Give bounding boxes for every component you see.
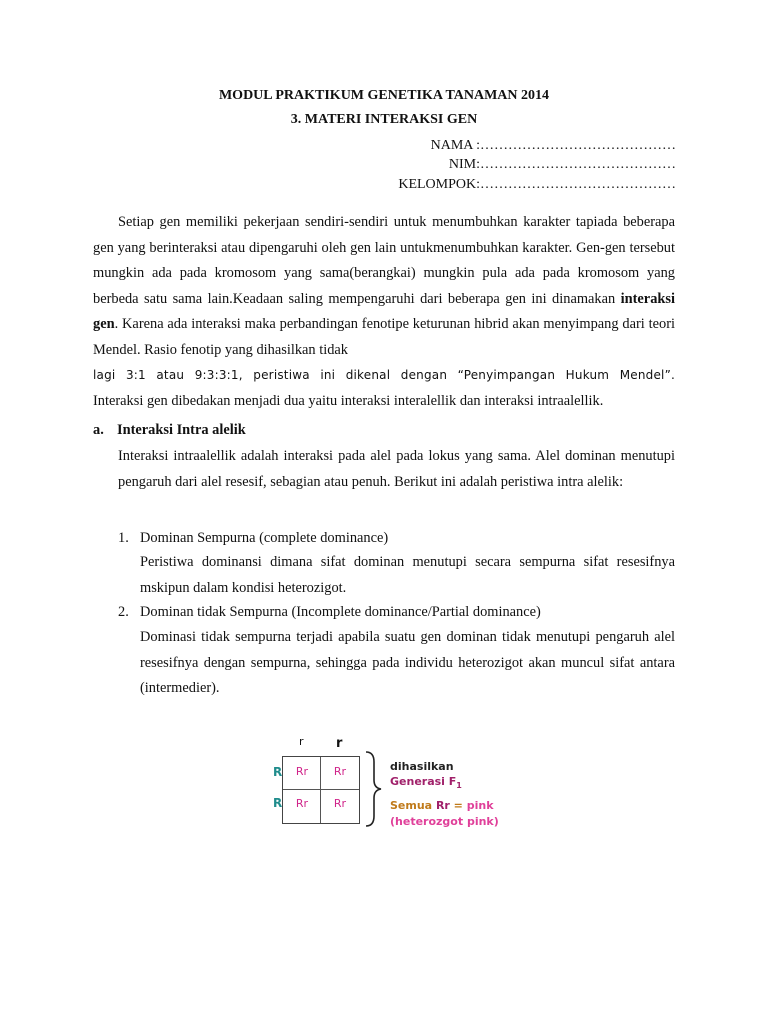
caption-generation: Generasi F: [390, 775, 457, 788]
document-title: MODUL PRAKTIKUM GENETIKA TANAMAN 2014: [218, 88, 550, 103]
section-a-letter: a.: [93, 422, 104, 438]
punnett-cell: Rr: [295, 765, 309, 778]
grid-divider-horizontal: [283, 789, 359, 790]
section-a-heading: [93, 422, 246, 439]
intro-last-line: Interaksi gen dibedakan menjadi dua yaitu interaksi interalellik dan interaksi intraalellik.: [93, 392, 604, 409]
intro-text-1: Setiap gen memiliki pekerjaan sendiri-sendiri untuk menumbuhkan karakter tapiada beberapa gen yang berinteraksi atau dipengaruhi oleh gen lain untukmenumbuhkan karakter. Gen-gen tersebut mungkin ada pada kromosom yang sama(berangkai) mungkin pula ada pada kromosom yang berbeda satu sama lain.Keadaan saling mempengaruhi dari beberapa gen ini dinamakan: [93, 214, 675, 307]
col-gamete-2: r: [336, 736, 343, 751]
intro-bold-term: interaksi gen: [93, 290, 675, 332]
caption-generation-sub: 1: [456, 781, 462, 791]
section-a-body: Interaksi intraalellik adalah interaksi pada alel pada lokus yang sama. Alel dominan menutupi pengaruh dari alel resesif, sebagian atau penuh. Berikut ini adalah peristiwa intra alelik:: [118, 448, 675, 490]
intro-ratio-line: lagi 3:1 atau 9:3:3:1, peristiwa ini dikenal dengan “Penyimpangan Hukum Mendel”.: [93, 368, 675, 382]
caption-semua: Semua: [390, 799, 436, 812]
item-2-body: Dominasi tidak sempurna terjadi apabila suatu gen dominan tidak menutupi pengaruh alel resesifnya dengan sempurna, sehingga pada individu heterozigot akan muncul sifat antara (intermedier).: [140, 629, 675, 696]
caption-equals: =: [449, 799, 467, 812]
row-gamete-2: R: [273, 796, 283, 810]
intro-text-2: . Karena ada interaksi maka perbandingan fenotipe keturunan hibrid akan menyimpang dari teori Mendel. Rasio fenotip yang dihasilkan tidak: [93, 316, 675, 358]
intro-paragraph: [93, 210, 675, 414]
caption-line-2: [390, 775, 462, 790]
kelompok-field: KELOMPOK:……………………………………: [398, 177, 676, 192]
item-1-title: Dominan Sempurna (complete dominance): [140, 530, 389, 546]
caption-phenotype: pink: [466, 799, 494, 812]
item-1-number: 1.: [118, 530, 129, 546]
item-2-number: 2.: [118, 604, 129, 620]
caption-line-1: dihasilkan: [390, 760, 454, 773]
item-2-title: Dominan tidak Sempurna (Incomplete dominance/Partial dominance): [140, 604, 541, 620]
caption-line-4: (heterozgot pink): [390, 815, 499, 828]
nama-field: NAMA :……………………………………: [430, 138, 676, 153]
punnett-cell: Rr: [295, 797, 309, 810]
curly-brace-icon: [362, 750, 384, 828]
section-a-title: Interaksi Intra alelik: [117, 422, 246, 438]
nim-field: NIM:……………………………………: [448, 157, 676, 172]
punnett-cell: Rr: [333, 797, 347, 810]
caption-genotype: Rr: [435, 799, 450, 812]
document-subtitle: 3. MATERI INTERAKSI GEN: [290, 112, 478, 127]
punnett-cell: Rr: [333, 765, 347, 778]
item-1-body: Peristiwa dominansi dimana sifat dominan menutupi secara sempurna sifat resesifnya mskipun dalam kondisi heterozigot.: [140, 554, 675, 596]
punnett-grid: [282, 756, 360, 824]
row-gamete-1: R: [273, 765, 283, 779]
caption-line-3: [390, 799, 494, 812]
col-gamete-1: r: [299, 735, 304, 748]
